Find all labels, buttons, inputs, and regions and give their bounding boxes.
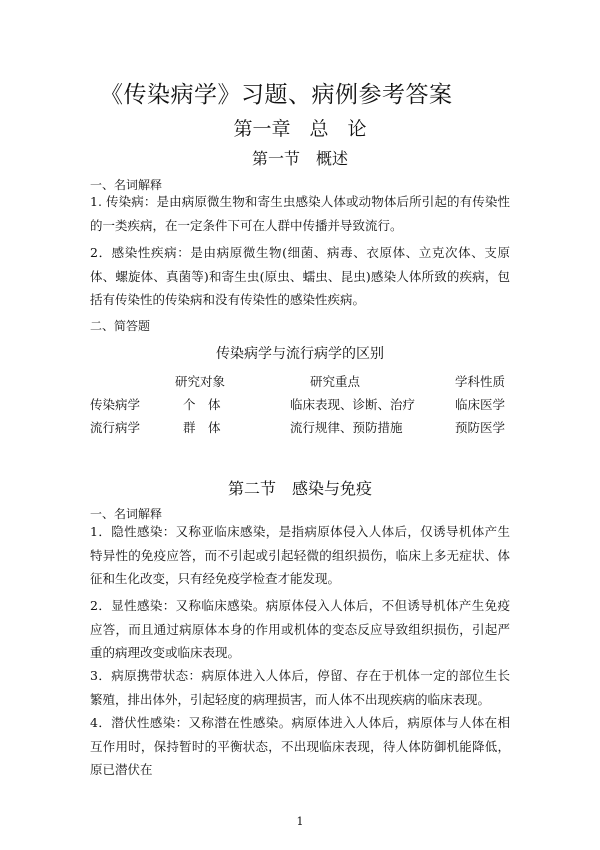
chapter-heading: 第一章 总 论 [233, 118, 367, 140]
section-1-heading-definitions: 一、名词解释 [90, 178, 163, 192]
table-cell: 临床表现、诊断、治疗 [290, 397, 416, 412]
definition-item: 4．潜伏性感染：又称潜在性感染。病原体进入人体后，病原体与人体在相互作用时，保持暂时的平衡状态，不出现临床表现，待人体防御机能降低，原已潜伏在 [90, 715, 510, 777]
table-cell: 预防医学 [455, 420, 506, 435]
section-2-heading-definitions: 一、名词解释 [90, 507, 163, 521]
table-title: 传染病学与流行病学的区别 [216, 346, 384, 362]
definition-item: 2．感染性疾病：是由病原微生物(细菌、病毒、衣原体、立克次体、支原体、螺旋体、真菌等)和寄生虫(原虫、蠕虫、昆虫)感染人体所致的疾病，包括有传染性的传染病和没有传染性的感染性疾病。 [90, 245, 510, 307]
table-header: 研究重点 [310, 374, 361, 389]
table-cell: 个 体 [183, 397, 221, 412]
section-1-heading-short-answer: 二、简答题 [90, 319, 151, 333]
table-header: 研究对象 [175, 374, 226, 389]
definition-item: 3．病原携带状态：病原体进入人体后，停留、存在于机体一定的部位生长繁殖，排出体外，引起轻度的病理损害，而人体不出现疾病的临床表现。 [90, 668, 510, 707]
definition-item: 2．显性感染：又称临床感染。病原体侵入人体后，不但诱导机体产生免疫应答，而且通过病原体本身的作用或机体的变态反应导致组织损伤，引起严重的病理改变或临床表现。 [90, 598, 510, 660]
page-number: 1 [296, 815, 304, 828]
table-header: 学科性质 [455, 374, 506, 389]
section-2-title: 第二节 感染与免疫 [227, 479, 372, 498]
section-1-title: 第一节 概述 [251, 149, 348, 168]
definition-item: 1．隐性感染：又称亚临床感染，是指病原体侵入人体后，仅诱导机体产生特异性的免疫应答，而不引起或引起轻微的组织损伤，临床上多无症状、体征和生化改变，只有经免疫学检查才能发现。 [90, 524, 510, 586]
definition-item: 1. 传染病：是由病原微生物和寄生虫感染人体或动物体后所引起的有传染性的一类疾病，在一定条件下可在人群中传播并导致流行。 [90, 194, 510, 233]
table-cell: 传染病学 [90, 397, 141, 412]
table-cell: 临床医学 [455, 397, 506, 412]
table-cell: 群 体 [183, 420, 221, 435]
document-title: 《传染病学》习题、病例参考答案 [100, 82, 453, 108]
table-cell: 流行病学 [90, 420, 141, 435]
table-cell: 流行规律、预防措施 [290, 420, 403, 435]
